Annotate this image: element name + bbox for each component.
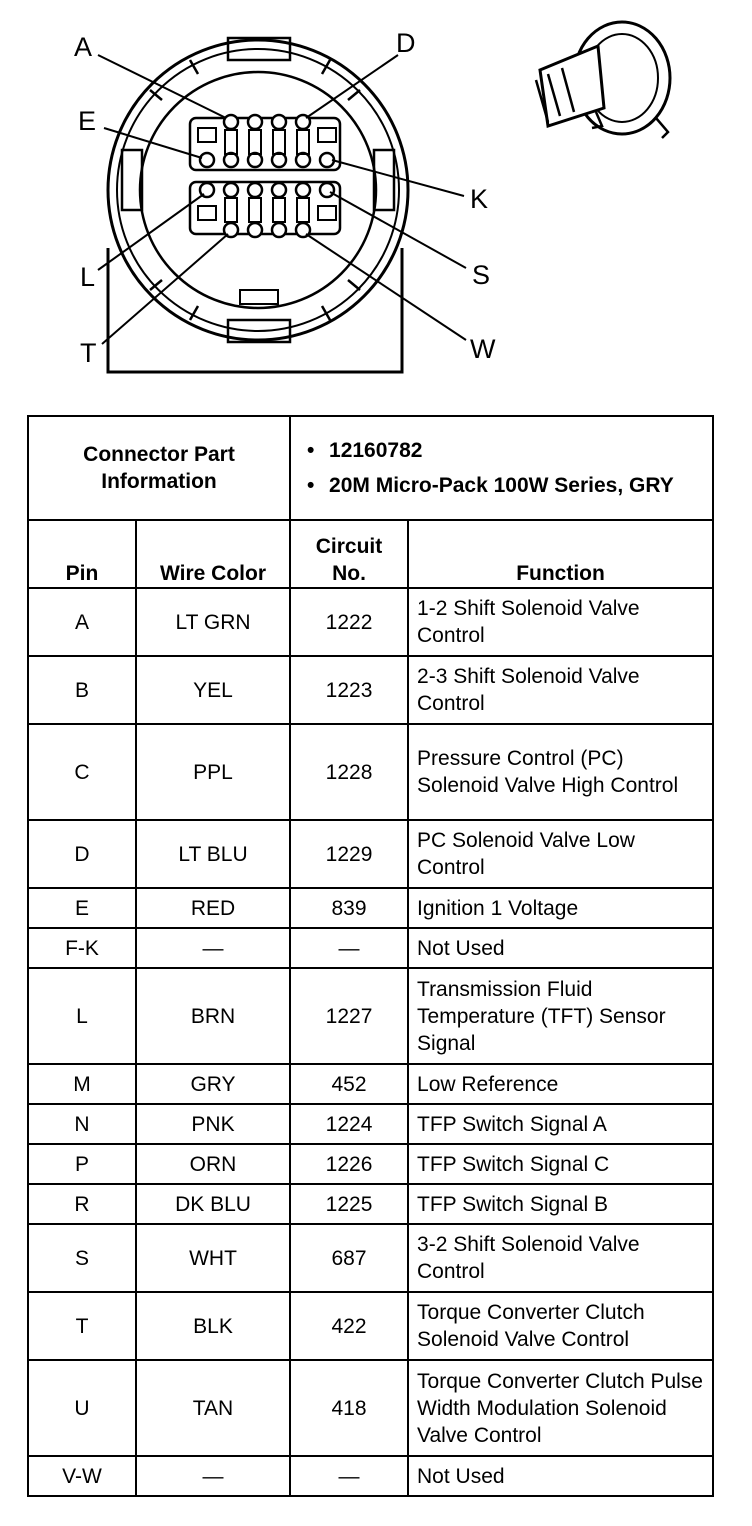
pin-cell: D	[28, 820, 136, 888]
table-row	[28, 1456, 713, 1496]
circuit-no-cell: 1227	[290, 968, 408, 1064]
pin-cell: A	[28, 588, 136, 656]
connector-face	[108, 38, 408, 372]
pin-cell: P	[28, 1144, 136, 1184]
function-cell: TFP Switch Signal B	[408, 1184, 713, 1224]
wire-color-cell: TAN	[136, 1360, 290, 1456]
pin-cell: B	[28, 656, 136, 724]
circuit-no-cell: 1229	[290, 820, 408, 888]
table-row	[28, 1104, 713, 1144]
leader-lines	[98, 55, 466, 344]
pin-callout-k: K	[470, 184, 489, 214]
function-cell: Low Reference	[408, 1064, 713, 1104]
wire-color-cell: —	[136, 928, 290, 968]
circuit-no-cell: 839	[290, 888, 408, 928]
part-series: • 20M Micro-Pack 100W Series, GRY	[317, 472, 704, 499]
function-cell: TFP Switch Signal C	[408, 1144, 713, 1184]
table-row	[28, 724, 713, 820]
pin-cell: E	[28, 888, 136, 928]
table-row	[28, 1144, 713, 1184]
part-number: • 12160782	[317, 437, 704, 464]
function-cell: Torque Converter Clutch Pulse Width Modulation Solenoid Valve Control	[408, 1360, 713, 1456]
circuit-no-cell: 1228	[290, 724, 408, 820]
circuit-no-cell: 1224	[290, 1104, 408, 1144]
header-pin: Pin	[28, 520, 136, 588]
wire-color-cell: BRN	[136, 968, 290, 1064]
part-info-label: Connector Part Information	[28, 416, 290, 520]
circuit-no-cell: —	[290, 928, 408, 968]
table-row	[28, 928, 713, 968]
wire-color-cell: BLK	[136, 1292, 290, 1360]
part-info-row	[28, 416, 713, 520]
function-cell: Pressure Control (PC) Solenoid Valve High Control	[408, 724, 713, 820]
function-cell: Transmission Fluid Temperature (TFT) Sensor Signal	[408, 968, 713, 1064]
pin-cell: N	[28, 1104, 136, 1144]
pin-cell: V-W	[28, 1456, 136, 1496]
wire-color-cell: PNK	[136, 1104, 290, 1144]
table-row	[28, 1224, 713, 1292]
pin-callout-d: D	[396, 28, 416, 58]
wire-color-cell: RED	[136, 888, 290, 928]
connector-pinout-table	[27, 415, 714, 1497]
pin-callout-e: E	[78, 106, 97, 136]
wire-color-cell: WHT	[136, 1224, 290, 1292]
pin-callout-w: W	[470, 334, 496, 364]
circuit-no-cell: 687	[290, 1224, 408, 1292]
terminal-slots	[198, 128, 336, 222]
function-cell: Not Used	[408, 928, 713, 968]
wire-color-cell: PPL	[136, 724, 290, 820]
table-row	[28, 968, 713, 1064]
wire-color-cell: DK BLU	[136, 1184, 290, 1224]
wire-color-cell: GRY	[136, 1064, 290, 1104]
terminal-cavities	[200, 115, 334, 237]
circuit-no-cell: 1225	[290, 1184, 408, 1224]
circuit-no-cell: 1226	[290, 1144, 408, 1184]
circuit-no-cell: 422	[290, 1292, 408, 1360]
pin-cell: S	[28, 1224, 136, 1292]
function-cell: Not Used	[408, 1456, 713, 1496]
header-wire-color: Wire Color	[136, 520, 290, 588]
function-cell: 1-2 Shift Solenoid Valve Control	[408, 588, 713, 656]
connector-perspective-view	[536, 22, 670, 138]
pin-cell: C	[28, 724, 136, 820]
table-row	[28, 820, 713, 888]
table-row	[28, 656, 713, 724]
function-cell: PC Solenoid Valve Low Control	[408, 820, 713, 888]
wire-color-cell: YEL	[136, 656, 290, 724]
column-header-row	[28, 520, 713, 588]
connector-diagram	[0, 0, 752, 400]
wire-color-cell: ORN	[136, 1144, 290, 1184]
function-cell: 2-3 Shift Solenoid Valve Control	[408, 656, 713, 724]
pin-cell: M	[28, 1064, 136, 1104]
pin-cell: F-K	[28, 928, 136, 968]
header-function: Function	[408, 520, 713, 588]
circuit-no-cell: 452	[290, 1064, 408, 1104]
function-cell: 3-2 Shift Solenoid Valve Control	[408, 1224, 713, 1292]
circuit-no-cell: 1223	[290, 656, 408, 724]
table-row	[28, 1292, 713, 1360]
pin-callout-a: A	[74, 32, 93, 62]
pin-cell: T	[28, 1292, 136, 1360]
pin-callout-s: S	[472, 260, 491, 290]
pin-callout-t: T	[80, 338, 97, 368]
wire-color-cell: —	[136, 1456, 290, 1496]
circuit-no-cell: 418	[290, 1360, 408, 1456]
table-row	[28, 1360, 713, 1456]
table-row	[28, 1064, 713, 1104]
function-cell: Torque Converter Clutch Solenoid Valve Control	[408, 1292, 713, 1360]
table-row	[28, 1184, 713, 1224]
function-cell: TFP Switch Signal A	[408, 1104, 713, 1144]
circuit-no-cell: —	[290, 1456, 408, 1496]
pin-callout-l: L	[80, 262, 96, 292]
pin-cell: U	[28, 1360, 136, 1456]
table-row	[28, 888, 713, 928]
wire-color-cell: LT BLU	[136, 820, 290, 888]
function-cell: Ignition 1 Voltage	[408, 888, 713, 928]
part-info-list	[290, 416, 713, 520]
circuit-no-cell: 1222	[290, 588, 408, 656]
pin-cell: R	[28, 1184, 136, 1224]
pin-cell: L	[28, 968, 136, 1064]
header-circuit-no: Circuit No.	[290, 520, 408, 588]
wire-color-cell: LT GRN	[136, 588, 290, 656]
table-row	[28, 588, 713, 656]
